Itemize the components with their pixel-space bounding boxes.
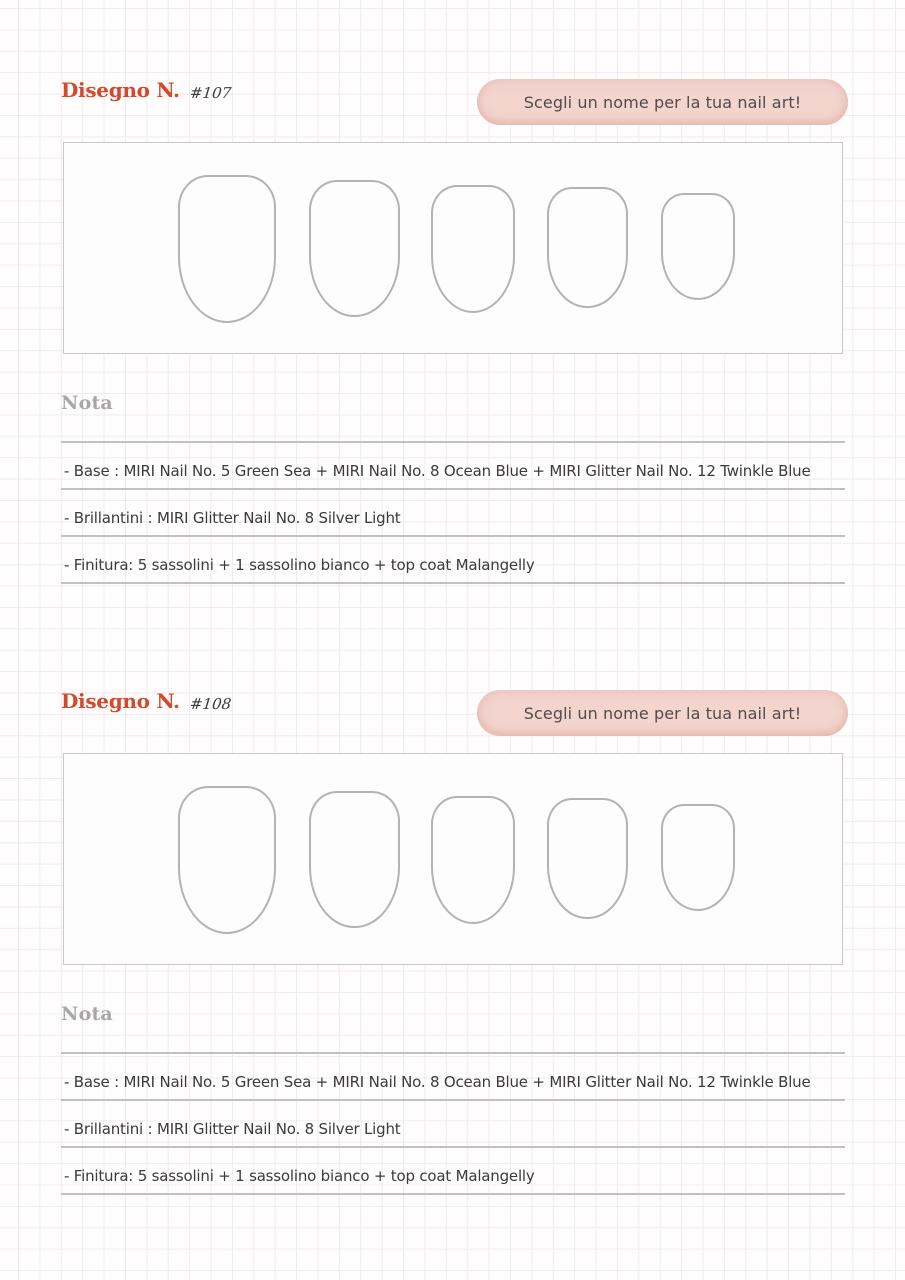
name-prompt-text: Scegli un nome per la tua nail art!	[523, 703, 802, 723]
nail-shape-index	[309, 180, 400, 317]
design-section-108	[0, 611, 905, 1222]
note-finitura: - Finitura: 5 sassolini + 1 sassolino bianco + top coat Malangelly	[61, 1148, 845, 1195]
design-section-107	[0, 0, 905, 611]
note-base: - Base : MIRI Nail No. 5 Green Sea + MIRI Nail No. 8 Ocean Blue + MIRI Glitter Nail No. 12 Twinkle Blue	[61, 1054, 845, 1101]
nail-shape-thumb	[178, 175, 276, 323]
section-title: Disegno N.	[61, 78, 180, 102]
nail-shape-middle	[431, 796, 515, 924]
note-base: - Base : MIRI Nail No. 5 Green Sea + MIRI Nail No. 8 Ocean Blue + MIRI Glitter Nail No. 12 Twinkle Blue	[61, 443, 845, 490]
name-prompt-pill	[477, 79, 848, 125]
note-finitura: - Finitura: 5 sassolini + 1 sassolino bianco + top coat Malangelly	[61, 537, 845, 584]
design-number: #107	[189, 84, 233, 102]
note-brillantini: - Brillantini : MIRI Glitter Nail No. 8 Silver Light	[61, 490, 845, 537]
nail-shape-pinky	[661, 804, 735, 911]
nail-shape-ring	[547, 798, 628, 919]
notes-list	[61, 441, 845, 584]
notes-heading: Nota	[61, 1003, 113, 1025]
nail-shape-ring	[547, 187, 628, 308]
nail-shape-pinky	[661, 193, 735, 300]
nail-template-box	[63, 753, 843, 965]
notes-list	[61, 1052, 845, 1195]
nail-shape-middle	[431, 185, 515, 313]
nail-shape-thumb	[178, 786, 276, 934]
notes-heading: Nota	[61, 392, 113, 414]
design-number: #108	[189, 695, 233, 713]
note-brillantini: - Brillantini : MIRI Glitter Nail No. 8 Silver Light	[61, 1101, 845, 1148]
name-prompt-text: Scegli un nome per la tua nail art!	[523, 92, 802, 112]
section-title: Disegno N.	[61, 689, 180, 713]
nail-template-box	[63, 142, 843, 354]
nail-shape-index	[309, 791, 400, 928]
name-prompt-pill	[477, 690, 848, 736]
